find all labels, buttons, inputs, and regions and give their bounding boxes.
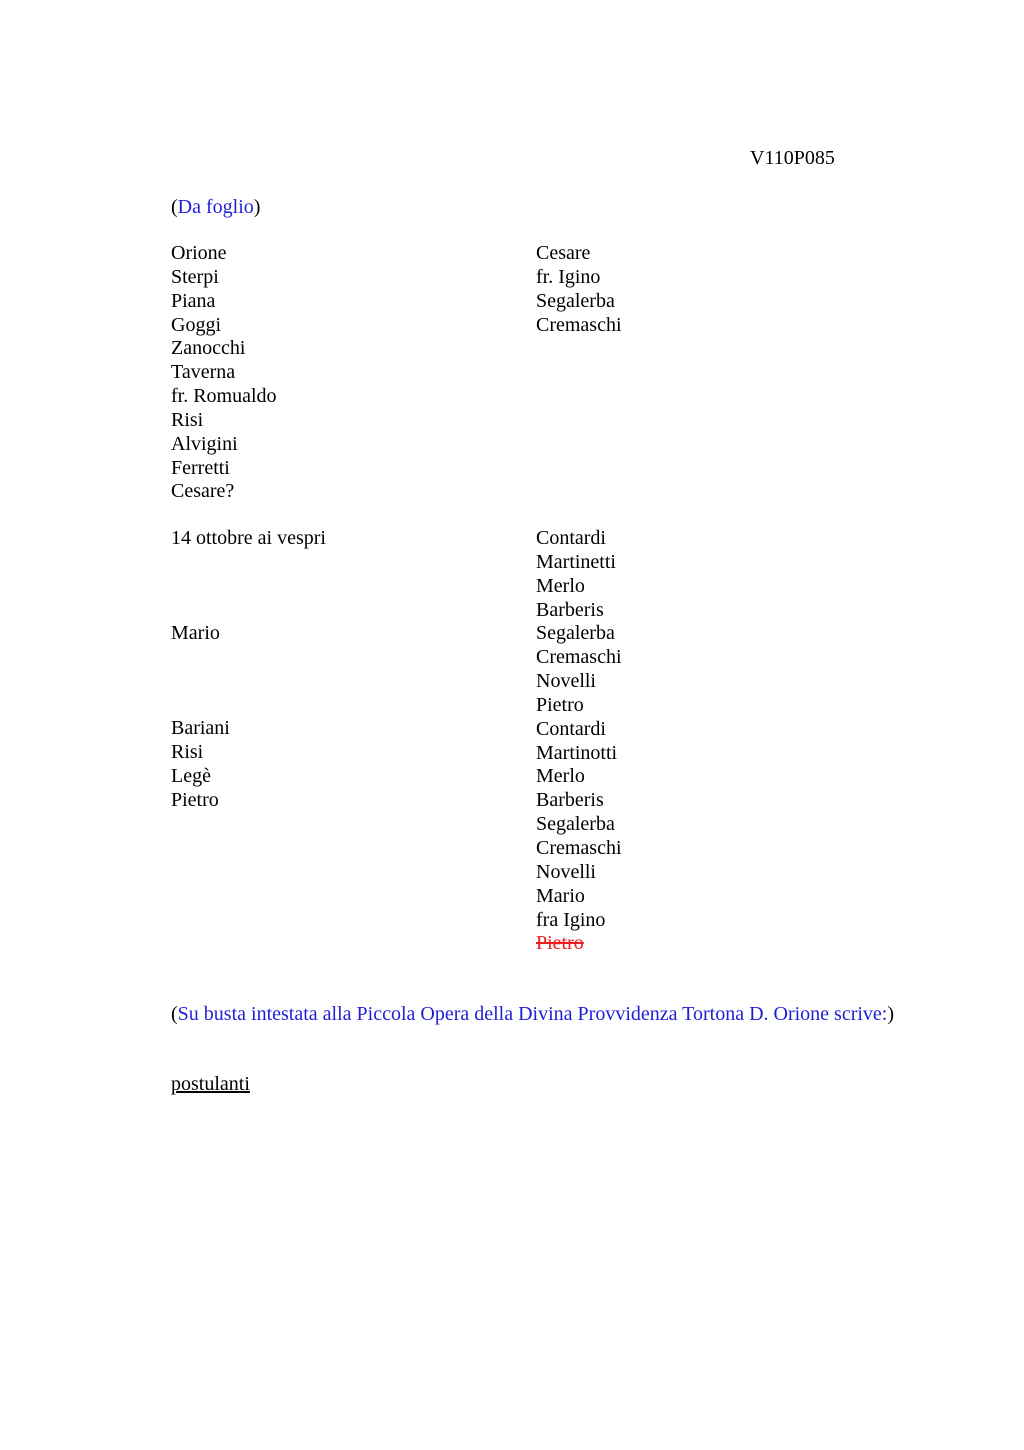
name-entry: fra Igino [536, 908, 606, 931]
name-entry: Cesare? [171, 480, 235, 503]
name-entry: Risi [171, 408, 204, 431]
name-entry: Cremaschi [536, 836, 622, 859]
name-entry: fr. Igino [536, 265, 601, 288]
name-entry: Segalerba [536, 622, 615, 645]
name-entry: Novelli [536, 670, 596, 693]
name-entry: Martinotti [536, 741, 618, 764]
name-entry: fr. Romualdo [171, 385, 277, 408]
name-entry: Mario [536, 884, 585, 907]
source-note-envelope: (Su busta intestata alla Piccola Opera della Divina Provvidenza Tortona D. Orione scrive:) [171, 1003, 895, 1025]
name-entry: Pietro [171, 788, 219, 811]
section-title: postulanti [171, 1073, 250, 1095]
document-reference-code: V110P085 [750, 147, 835, 169]
name-entry: Contardi [536, 527, 606, 549]
name-entry: Novelli [536, 860, 596, 883]
name-entry: Sterpi [171, 265, 219, 288]
name-entry: Piana [171, 289, 216, 312]
source-note-sheet-text: Da foglio [177, 196, 254, 218]
block2-date-label [171, 527, 326, 551]
name-entry: Zanocchi [171, 337, 246, 360]
name-entry: Martinetti [536, 550, 616, 573]
name-entry: Ferretti [171, 456, 230, 479]
name-entry: Contardi [536, 717, 606, 740]
block2-right-column [536, 527, 622, 956]
name-entry: Cremaschi [536, 313, 622, 336]
name-entry: Alvigini [171, 432, 238, 455]
block1-left-column [171, 242, 277, 504]
name-entry: Segalerba [536, 813, 615, 836]
struck-name-entry: Pietro [536, 932, 584, 955]
block2-left-mid [171, 622, 220, 646]
name-entry: Cremaschi [536, 646, 622, 669]
name-entry: Merlo [536, 574, 585, 597]
name-entry: Barberis [536, 598, 604, 621]
date-label: 14 ottobre ai vespri [171, 527, 326, 549]
name-entry: Barberis [536, 789, 604, 812]
block1-right-column [536, 242, 622, 337]
name-entry: Pietro [536, 693, 584, 716]
name-entry: Merlo [536, 765, 585, 788]
block2-left-lower-column [171, 717, 230, 812]
name-entry: Goggi [171, 313, 221, 336]
name-entry: Cesare [536, 242, 591, 264]
name-entry: Segalerba [536, 289, 615, 312]
name-entry: Legè [171, 764, 211, 787]
source-note-sheet: (Da foglio) [171, 196, 261, 218]
name-entry: Risi [171, 740, 204, 763]
name-entry: Taverna [171, 361, 236, 384]
name-entry: Orione [171, 242, 227, 264]
name-entry: Mario [171, 622, 220, 644]
name-entry: Bariani [171, 717, 230, 739]
source-note-envelope-text: Su busta intestata alla Piccola Opera della Divina Provvidenza Tortona D. Orione scrive: [177, 1003, 888, 1025]
